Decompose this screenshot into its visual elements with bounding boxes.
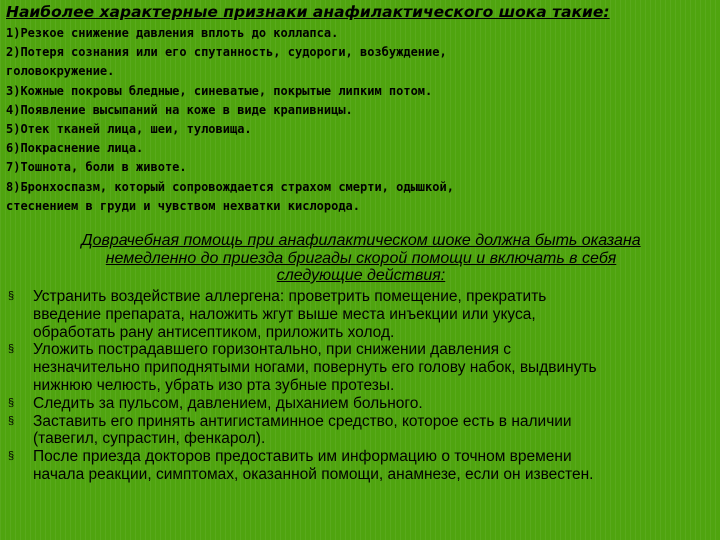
bullet-icon: § bbox=[8, 396, 15, 409]
symptom-line: 6)Покраснение лица. bbox=[6, 141, 144, 156]
symptom-line: 7)Тошнота, боли в животе. bbox=[6, 160, 187, 175]
first-aid-title-line: Доврачебная помощь при анафилактическом шоке должна быть оказана bbox=[81, 232, 641, 249]
list-item-line: нижнюю челюсть, убрать изо рта зубные протезы. bbox=[33, 376, 395, 394]
slide-heading: Наиболее характерные признаки анафилактического шока такие: bbox=[6, 3, 610, 21]
list-item bbox=[8, 395, 712, 413]
list-item-line: После приезда докторов предоставить им информацию о точном времени bbox=[33, 448, 572, 466]
list-item-line: (тавегил, супрастин, фенкарол). bbox=[33, 430, 266, 448]
first-aid-title-line: следующие действия: bbox=[276, 267, 446, 284]
symptom-line: 5)Отек тканей лица, шеи, туловища. bbox=[6, 122, 252, 137]
first-aid-title-line: немедленно до приезда бригады скорой помощи и включать в себя bbox=[105, 249, 617, 267]
list-item-line: Заставить его принять антигистаминное средство, которое есть в наличии bbox=[33, 412, 572, 430]
list-item-line: начала реакции, симптомах, оказанной помощи, анамнезе, если он известен. bbox=[33, 465, 594, 483]
symptom-line: 4)Появление высыпаний на коже в виде крапивницы. bbox=[6, 102, 353, 117]
list-item-line: Уложить пострадавшего горизонтально, при снижении давления с bbox=[33, 341, 512, 359]
list-item bbox=[8, 413, 712, 449]
bullet-icon: § bbox=[8, 343, 15, 356]
list-item-line: обработать рану антисептиком, приложить холод. bbox=[33, 323, 395, 341]
symptom-line: 2)Потеря сознания или его спутанность, судороги, возбуждение, bbox=[6, 45, 447, 60]
symptom-line: 8)Бронхоспазм, который сопровождается страхом смерти, одышкой, bbox=[6, 179, 454, 194]
bullet-icon: § bbox=[8, 414, 15, 427]
list-item bbox=[8, 448, 712, 484]
bullet-icon: § bbox=[8, 290, 15, 302]
list-item bbox=[8, 288, 712, 341]
bullet-icon: § bbox=[8, 450, 15, 463]
symptom-line: 3)Кожные покровы бледные, синеватые, покрытые липким потом. bbox=[6, 83, 433, 98]
symptom-line: 1)Резкое снижение давления вплоть до коллапса. bbox=[6, 26, 339, 40]
list-item-line: незначительно приподнятыми ногами, повернуть его голову набок, выдвинуть bbox=[33, 359, 597, 377]
first-aid-list bbox=[8, 288, 712, 484]
list-item-line: Следить за пульсом, давлением, дыханием больного. bbox=[33, 394, 423, 412]
symptoms-list bbox=[6, 24, 712, 216]
symptom-line: головокружение. bbox=[6, 64, 115, 79]
first-aid-title bbox=[8, 232, 714, 285]
list-item-line: введение препарата, наложить жгут выше места инъекции или укуса, bbox=[33, 305, 536, 323]
list-item-line: Устранить воздействие аллергена: проветрить помещение, прекратить bbox=[33, 288, 547, 305]
symptom-line: стеснением в груди и чувством нехватки кислорода. bbox=[6, 198, 361, 213]
list-item bbox=[8, 341, 712, 394]
